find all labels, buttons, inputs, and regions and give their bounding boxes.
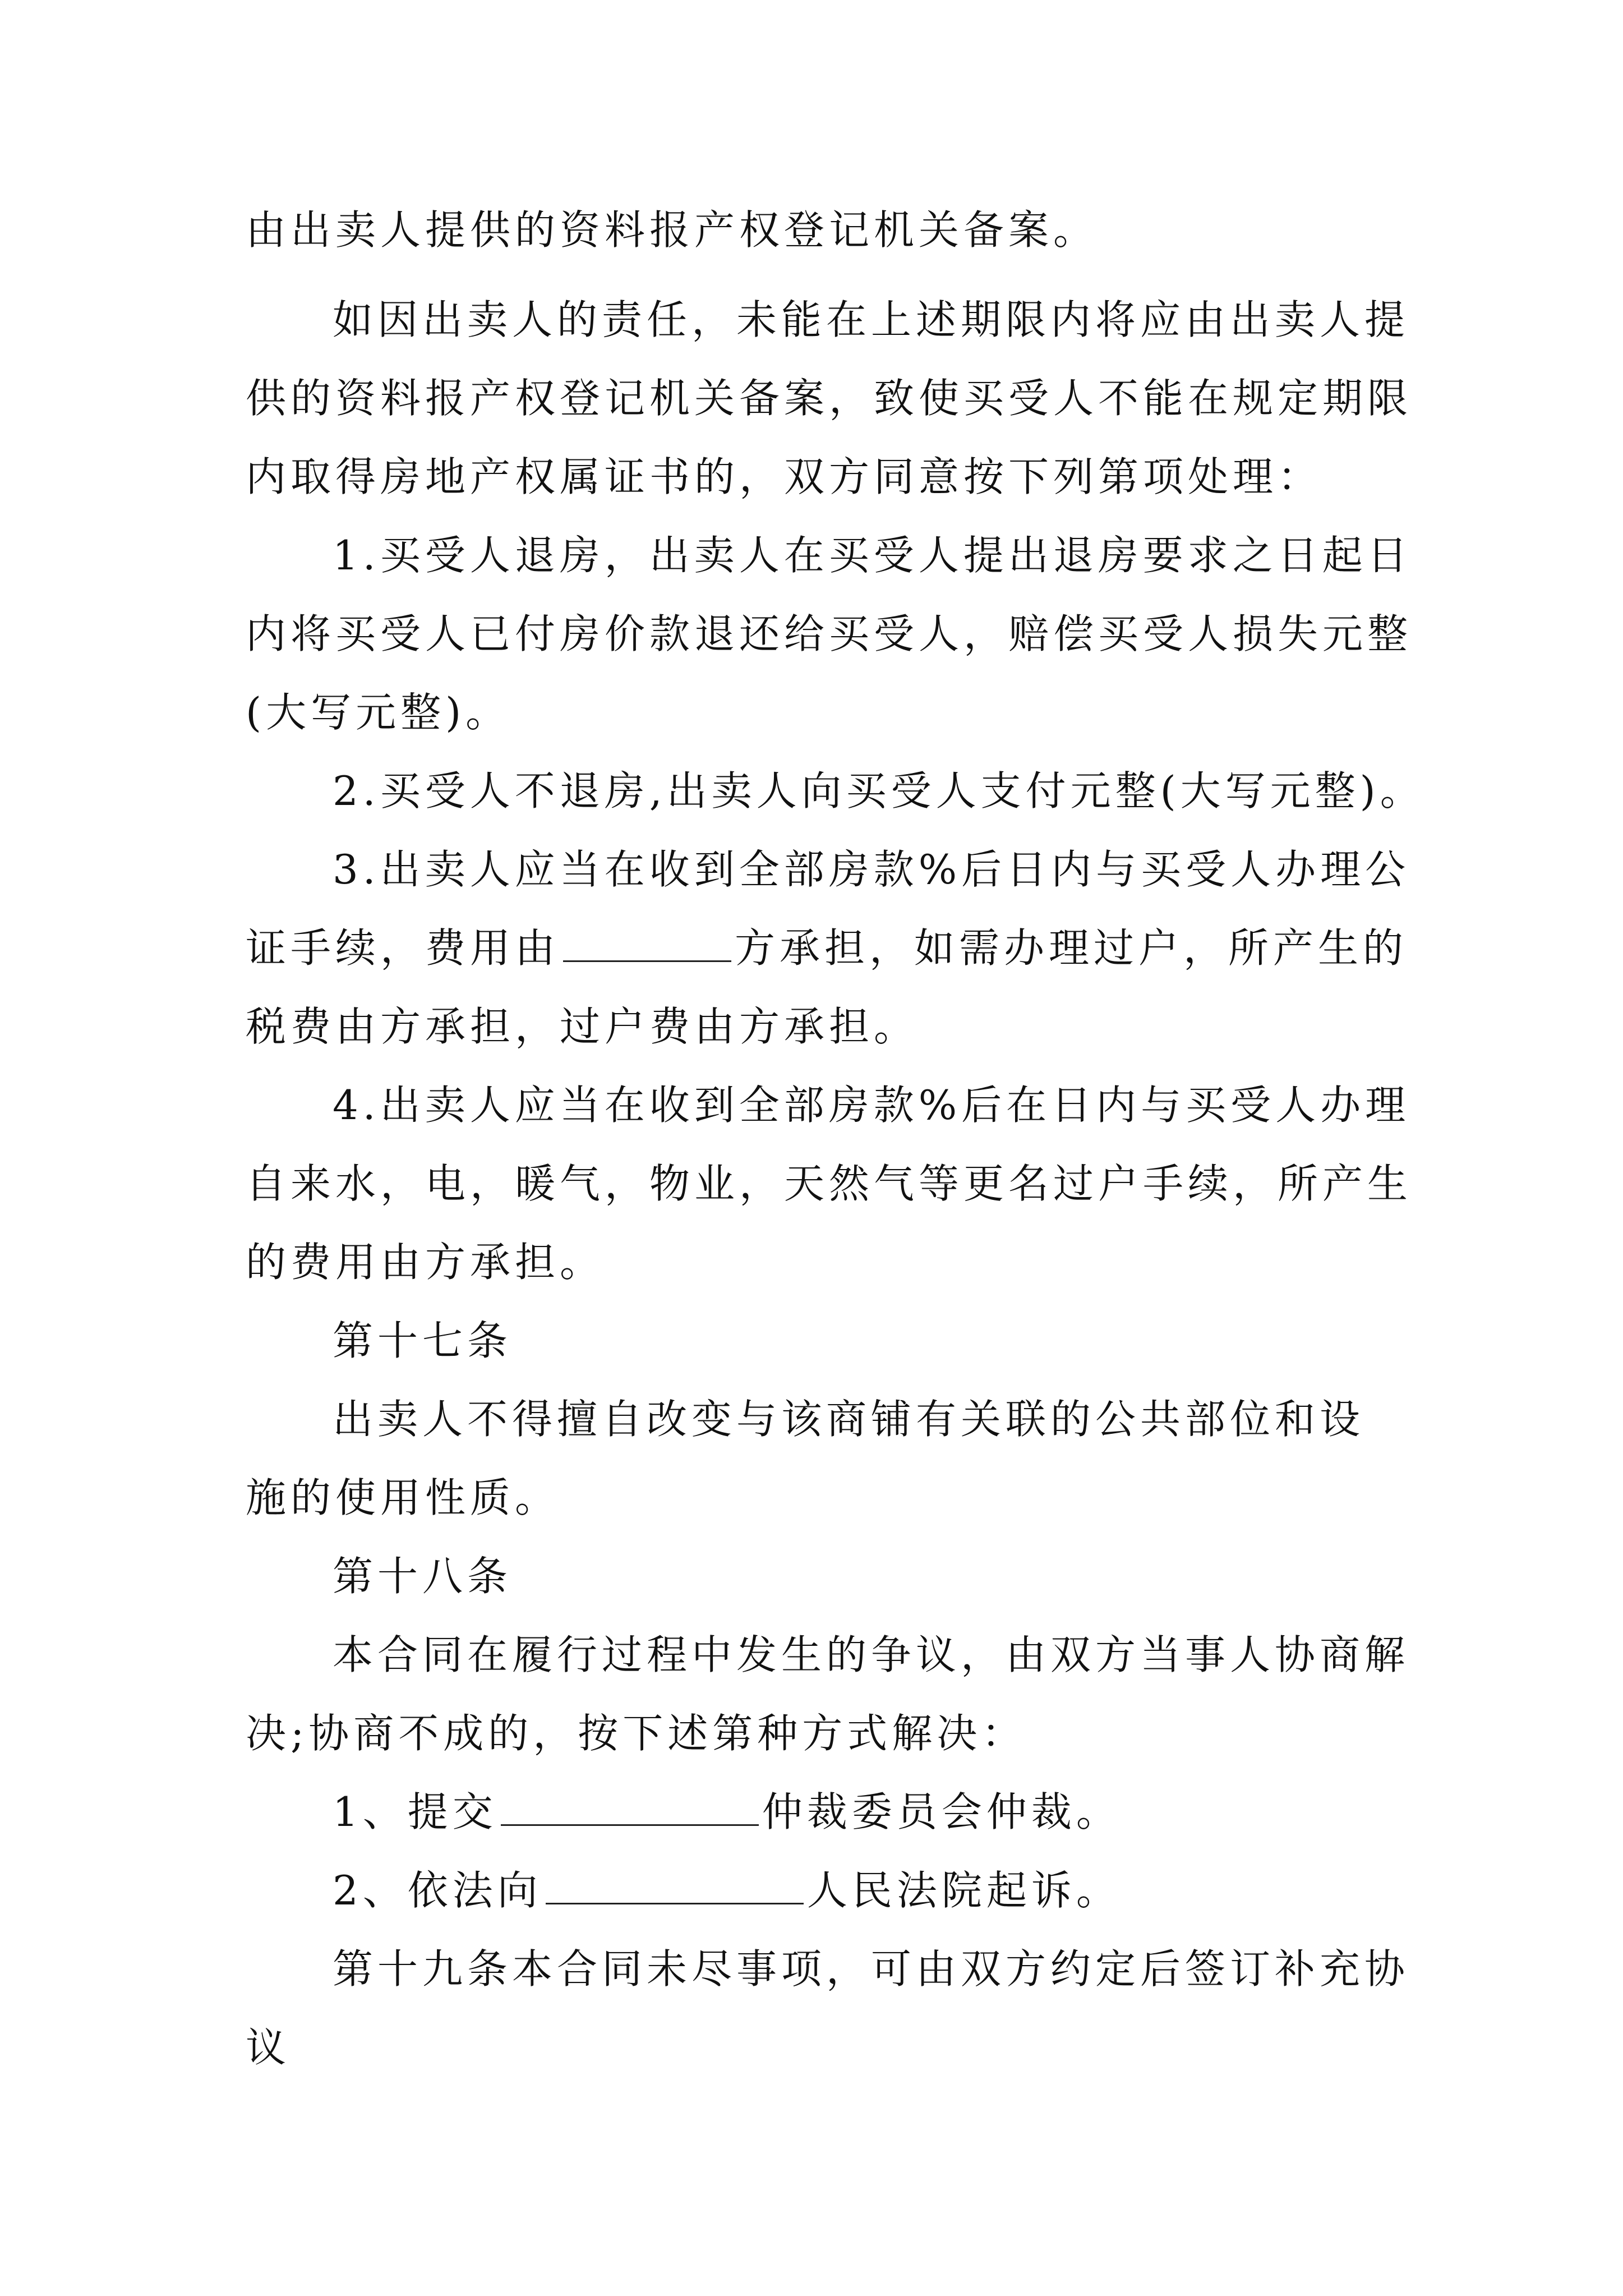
paragraph-line (246, 2019, 291, 2076)
paragraph-line (246, 449, 1322, 505)
paragraph-line (333, 292, 1409, 348)
paragraph-line (246, 999, 919, 1055)
text-line: 内将买受人已付房价款退还给买受人，赔偿买受人损失元整 (246, 610, 1413, 657)
text-line: 出卖人不得擅自改变与该商铺有关联的公共部位和设 (333, 1396, 1365, 1443)
text-line: 议 (246, 2024, 291, 2071)
text-line: 4.出卖人应当在收到全部房款%后在日内与买受人办理 (333, 1082, 1410, 1129)
paragraph-line (246, 606, 1412, 662)
text-line: 决;协商不成的，按下述第种方式解决： (246, 1710, 1027, 1757)
paragraph-line (333, 763, 1425, 819)
text-line-prefix: 1、提交 (333, 1788, 497, 1835)
paragraph-line (333, 1077, 1410, 1133)
paragraph-line (246, 1705, 1026, 1761)
paragraph-line (246, 684, 510, 740)
text-line-prefix: 证手续，费用由 (246, 924, 560, 972)
paragraph-line (246, 1234, 605, 1290)
paragraph-line (246, 202, 1098, 258)
fill-in-blank (546, 1869, 804, 1904)
paragraph-line (246, 1156, 1412, 1212)
heading-text: 第十八条 (333, 1553, 513, 1600)
text-line: 第十九条本合同未尽事项，可由双方约定后签订补充协 (333, 1945, 1410, 1993)
text-line: 由出卖人提供的资料报产权登记机关备案。 (246, 206, 1099, 254)
paragraph-line (333, 1627, 1409, 1683)
text-line: 仲裁委员会仲裁。 (762, 1788, 1121, 1835)
section-heading (333, 1548, 512, 1604)
text-line: 内取得房地产权属证书的，双方同意按下列第项处理： (246, 453, 1323, 500)
text-line: 本合同在履行过程中发生的争议，由双方当事人协商解 (333, 1631, 1410, 1678)
paragraph-line (333, 1941, 1409, 1997)
text-line: 自来水，电，暖气，物业，天然气等更名过户手续，所产生 (246, 1160, 1413, 1207)
heading-text: 第十七条 (333, 1317, 513, 1364)
fill-in-blank (563, 927, 731, 962)
paragraph-line (333, 1391, 1364, 1447)
text-line: 施的使用性质。 (246, 1474, 560, 1521)
text-line: 人民法院起诉。 (806, 1867, 1121, 1914)
text-line: 如因出卖人的责任，未能在上述期限内将应由出卖人提 (333, 296, 1410, 343)
text-line: 3.出卖人应当在收到全部房款%后日内与买受人办理公 (333, 846, 1410, 893)
text-line: 税费由方承担，过户费由方承担。 (246, 1003, 919, 1050)
section-heading (333, 1313, 512, 1369)
text-line: 供的资料报产权登记机关备案，致使买受人不能在规定期限 (246, 375, 1413, 422)
text-line-prefix: 2、依法向 (333, 1867, 542, 1914)
paragraph-line (246, 370, 1412, 426)
paragraph-line (246, 1470, 560, 1526)
text-line: 方承担，如需办理过户，所产生的 (735, 924, 1408, 972)
text-line: (大写元整)。 (246, 689, 511, 736)
text-line: 2.买受人不退房,出卖人向买受人支付元整(大写元整)。 (333, 767, 1425, 815)
paragraph-line (333, 527, 1412, 583)
paragraph-line (333, 1862, 1121, 1918)
paragraph-line (246, 920, 1408, 976)
text-line: 1.买受人退房，出卖人在买受人提出退房要求之日起日 (333, 532, 1412, 579)
paragraph-line (333, 841, 1410, 898)
paragraph-line (333, 1784, 1121, 1840)
fill-in-blank (501, 1791, 759, 1826)
text-line: 的费用由方承担。 (246, 1239, 605, 1286)
